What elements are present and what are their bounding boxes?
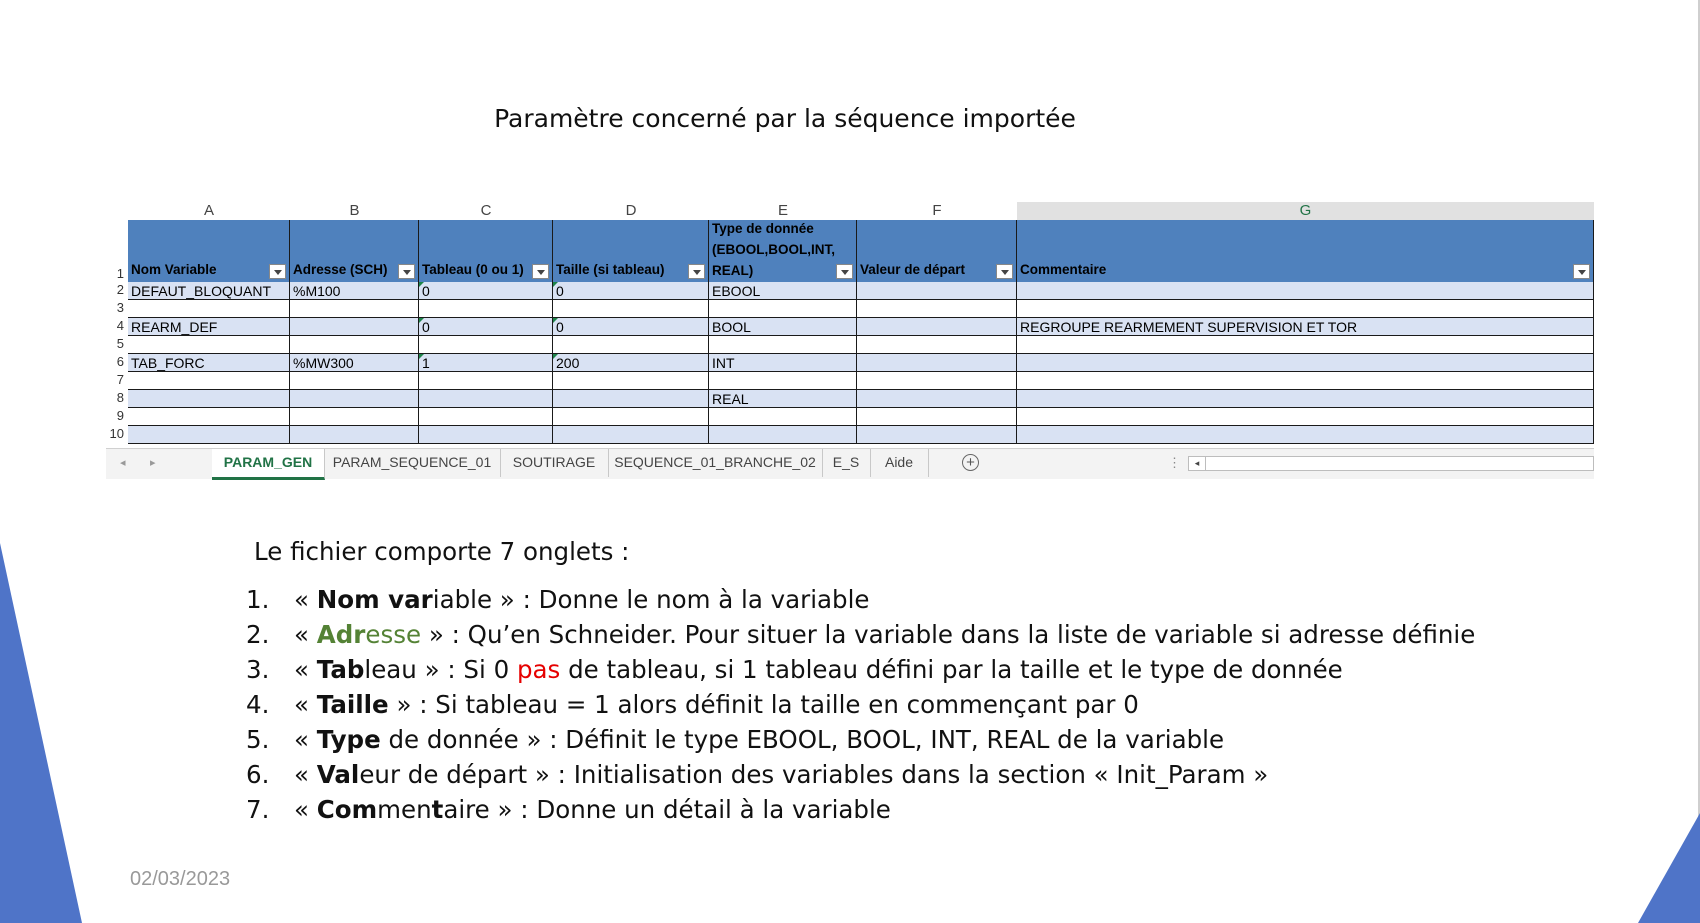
header-label: Nom Variable [131, 262, 217, 277]
cell-tableau[interactable]: 0 [419, 282, 553, 300]
slide-title: Paramètre concerné par la séquence importée [494, 104, 1076, 133]
cell-taille[interactable] [553, 336, 709, 354]
list-text: eur de départ » : Initialisation des variables dans la section « Init_Param » [359, 760, 1269, 789]
list-keyword: Tab [316, 655, 365, 684]
cell-valeur[interactable] [857, 426, 1017, 444]
cell-type[interactable]: INT [709, 354, 857, 372]
error-indicator-icon [553, 318, 558, 323]
cell-commentaire[interactable] [1017, 300, 1594, 318]
list-number: 4. [246, 690, 270, 719]
tab-param-gen[interactable]: PARAM_GEN [212, 449, 325, 480]
filter-dropdown-icon[interactable] [1573, 264, 1590, 279]
error-indicator-icon [553, 354, 558, 359]
cell-adresse[interactable]: %M100 [290, 282, 419, 300]
column-headers [106, 202, 1594, 220]
column-header-e[interactable]: E [777, 202, 788, 219]
header-label: Adresse (SCH) [293, 262, 388, 277]
cell-taille[interactable]: 200 [553, 354, 709, 372]
list-number: 5. [246, 725, 270, 754]
header-cell-nom-variable[interactable] [128, 220, 290, 282]
list-item [246, 725, 1224, 760]
list-text: » : Qu’en Schneider. Pour situer la variable dans la liste de variable si adresse définie [421, 620, 1476, 649]
table-header-row [128, 220, 1594, 282]
cell-adresse[interactable] [290, 390, 419, 408]
list-text: de donnée » : Définit le type EBOOL, BOOL, INT, REAL de la variable [380, 725, 1225, 754]
row-number[interactable]: 6 [116, 354, 124, 369]
header-cell-commentaire[interactable] [1017, 220, 1594, 282]
header-label: Valeur de départ [860, 262, 966, 277]
table-row [128, 354, 1594, 372]
list-keyword-middle: men [377, 795, 432, 824]
table-row [128, 390, 1594, 408]
intro-text: Le fichier comporte 7 onglets : [254, 537, 630, 566]
cell-commentaire[interactable] [1017, 390, 1594, 408]
cell-tableau[interactable] [419, 426, 553, 444]
header-label-line-3: REAL) [712, 263, 754, 278]
list-number: 3. [246, 655, 270, 684]
filter-dropdown-icon[interactable] [836, 264, 853, 279]
table-row [128, 300, 1594, 318]
list-item [246, 585, 869, 620]
scroll-tabs-right-icon[interactable]: ▸ [150, 457, 156, 469]
row-number[interactable]: 7 [116, 372, 124, 387]
table-row [128, 336, 1594, 354]
cell-adresse[interactable] [290, 300, 419, 318]
cell-taille[interactable] [553, 408, 709, 426]
list-number: 7. [246, 795, 270, 824]
filter-dropdown-icon[interactable] [398, 264, 415, 279]
table-row [128, 372, 1594, 390]
horizontal-scrollbar[interactable] [1188, 456, 1594, 471]
add-sheet-icon[interactable]: + [962, 454, 979, 471]
list-item [246, 655, 1343, 690]
list-text: aire » : Donne un détail à la variable [443, 795, 891, 824]
scroll-left-icon[interactable]: ◂ [1189, 457, 1206, 470]
list-keyword-suffix: esse [365, 620, 422, 649]
cell-commentaire[interactable] [1017, 408, 1594, 426]
column-header-c[interactable]: C [480, 202, 492, 219]
cell-nom-variable[interactable] [128, 336, 290, 354]
quote-open: « [294, 620, 317, 649]
cell-valeur[interactable] [857, 336, 1017, 354]
cell-type[interactable] [709, 372, 857, 390]
cell-valeur[interactable] [857, 390, 1017, 408]
cell-commentaire[interactable]: REGROUPE REARMEMENT SUPERVISION ET TOR [1017, 318, 1594, 336]
row-number[interactable]: 4 [116, 318, 124, 333]
column-header-b[interactable]: B [349, 202, 360, 219]
cell-adresse[interactable] [290, 318, 419, 336]
cell-commentaire[interactable] [1017, 354, 1594, 372]
quote-open: « [294, 795, 317, 824]
cell-commentaire[interactable] [1017, 426, 1594, 444]
right-decoration [1638, 813, 1700, 923]
list-highlight: pas [516, 655, 561, 684]
list-text: de tableau, si 1 tableau défini par la taille et le type de donnée [560, 655, 1343, 684]
list-item [246, 795, 891, 830]
cell-adresse[interactable] [290, 408, 419, 426]
header-cell-tableau[interactable] [419, 220, 553, 282]
cell-nom-variable[interactable] [128, 390, 290, 408]
cell-nom-variable[interactable]: REARM_DEF [128, 318, 290, 336]
cell-taille[interactable] [553, 426, 709, 444]
cell-tableau[interactable]: 1 [419, 354, 553, 372]
quote-open: « [294, 690, 317, 719]
list-text-part: leau » : Si 0 [364, 655, 517, 684]
cell-nom-variable[interactable] [128, 408, 290, 426]
cell-commentaire[interactable] [1017, 336, 1594, 354]
header-label-line-2: (EBOOL,BOOL,INT, [712, 242, 835, 257]
header-label: Tableau (0 ou 1) [422, 262, 524, 277]
tab-e-s[interactable]: E_S [822, 449, 871, 477]
cell-tableau[interactable]: 0 [419, 318, 553, 336]
quote-open: « [294, 585, 317, 614]
cell-nom-variable[interactable] [128, 300, 290, 318]
table-row [128, 282, 1594, 300]
list-item [246, 690, 1139, 725]
error-indicator-icon [419, 318, 424, 323]
header-cell-type-de-donnee[interactable] [709, 220, 857, 282]
cell-commentaire[interactable] [1017, 282, 1594, 300]
cell-valeur[interactable] [857, 372, 1017, 390]
cell-taille[interactable] [553, 300, 709, 318]
filter-dropdown-icon[interactable] [688, 264, 705, 279]
tab-aide[interactable]: Aide [870, 449, 929, 477]
row-number[interactable]: 10 [109, 426, 124, 441]
list-keyword: Nom var [316, 585, 433, 614]
cell-adresse[interactable] [290, 372, 419, 390]
list-keyword: Val [316, 760, 360, 789]
column-header-a[interactable]: A [203, 202, 214, 219]
filter-dropdown-icon[interactable] [532, 264, 549, 279]
column-header-f[interactable]: F [932, 202, 942, 219]
slide-date: 02/03/2023 [130, 868, 231, 890]
tab-sequence-01-branche-02[interactable]: SEQUENCE_01_BRANCHE_02 [608, 449, 823, 477]
list-text: iable » : Donne le nom à la variable [432, 585, 870, 614]
list-keyword: Com [316, 795, 378, 824]
table-row [128, 408, 1594, 426]
cell-tableau[interactable] [419, 408, 553, 426]
cell-type[interactable] [709, 426, 857, 444]
cell-commentaire[interactable] [1017, 372, 1594, 390]
list-keyword: Type [316, 725, 381, 754]
header-label: Commentaire [1020, 262, 1107, 277]
header-label: Taille (si tableau) [556, 262, 665, 277]
row-number[interactable]: 9 [116, 408, 124, 423]
cell-tableau[interactable] [419, 336, 553, 354]
cell-type[interactable]: REAL [709, 390, 857, 408]
cell-taille[interactable] [553, 372, 709, 390]
left-decoration [0, 543, 82, 923]
spreadsheet [106, 202, 1594, 478]
cell-type[interactable]: EBOOL [709, 282, 857, 300]
cell-taille[interactable] [553, 390, 709, 408]
error-indicator-icon [553, 282, 558, 287]
row-number[interactable]: 1 [116, 266, 124, 281]
list-keyword: Adr [316, 620, 366, 649]
cell-taille[interactable]: 0 [553, 318, 709, 336]
tab-param-sequence-01[interactable]: PARAM_SEQUENCE_01 [324, 449, 501, 477]
cell-valeur[interactable] [857, 300, 1017, 318]
cell-adresse[interactable]: %MW300 [290, 354, 419, 372]
table-row [128, 426, 1594, 444]
cell-nom-variable[interactable] [128, 426, 290, 444]
cell-adresse[interactable] [290, 336, 419, 354]
cell-type[interactable] [709, 408, 857, 426]
cell-taille[interactable]: 0 [553, 282, 709, 300]
cell-adresse[interactable] [290, 426, 419, 444]
cell-valeur[interactable] [857, 354, 1017, 372]
list-item [246, 760, 1268, 795]
list-number: 6. [246, 760, 270, 789]
filter-dropdown-icon[interactable] [269, 264, 286, 279]
column-header-g[interactable]: G [1017, 202, 1594, 222]
tab-soutirage[interactable]: SOUTIRAGE [500, 449, 609, 477]
row-number[interactable]: 2 [116, 282, 124, 297]
column-header-d[interactable]: D [625, 202, 637, 219]
scroll-tabs-left-icon[interactable]: ◂ [120, 457, 126, 469]
cell-type[interactable]: BOOL [709, 318, 857, 336]
list-number: 2. [246, 620, 270, 649]
cell-nom-variable[interactable]: DEFAUT_BLOQUANT [128, 282, 290, 300]
error-indicator-icon [419, 282, 424, 287]
header-cell-valeur-de-depart[interactable] [857, 220, 1017, 282]
row-number[interactable]: 3 [116, 300, 124, 315]
cell-valeur[interactable] [857, 282, 1017, 300]
cell-type[interactable] [709, 336, 857, 354]
header-label [712, 218, 835, 281]
filter-dropdown-icon[interactable] [996, 264, 1013, 279]
quote-open: « [294, 655, 317, 684]
list-number: 1. [246, 585, 270, 614]
list-text: » : Si tableau = 1 alors définit la taille en commençant par 0 [388, 690, 1139, 719]
header-cell-taille[interactable] [553, 220, 709, 282]
cell-nom-variable[interactable] [128, 372, 290, 390]
header-cell-adresse[interactable] [290, 220, 419, 282]
error-indicator-icon [419, 354, 424, 359]
list-item [246, 620, 1475, 655]
quote-open: « [294, 760, 317, 789]
list-keyword-bold-letter: t [431, 795, 444, 824]
cell-tableau[interactable] [419, 372, 553, 390]
list-keyword: Taille [316, 690, 389, 719]
tab-splitter-handle[interactable]: ⋮ [1168, 455, 1181, 470]
cell-nom-variable[interactable]: TAB_FORC [128, 354, 290, 372]
quote-open: « [294, 725, 317, 754]
cell-type[interactable] [709, 300, 857, 318]
table-row [128, 318, 1594, 336]
row-number[interactable]: 8 [116, 390, 124, 405]
cell-valeur[interactable] [857, 318, 1017, 336]
cell-tableau[interactable] [419, 390, 553, 408]
cell-valeur[interactable] [857, 408, 1017, 426]
sheet-tabs-bar [106, 448, 1594, 479]
header-label-line-1: Type de donnée [712, 221, 814, 236]
row-number[interactable]: 5 [116, 336, 124, 351]
cell-tableau[interactable] [419, 300, 553, 318]
